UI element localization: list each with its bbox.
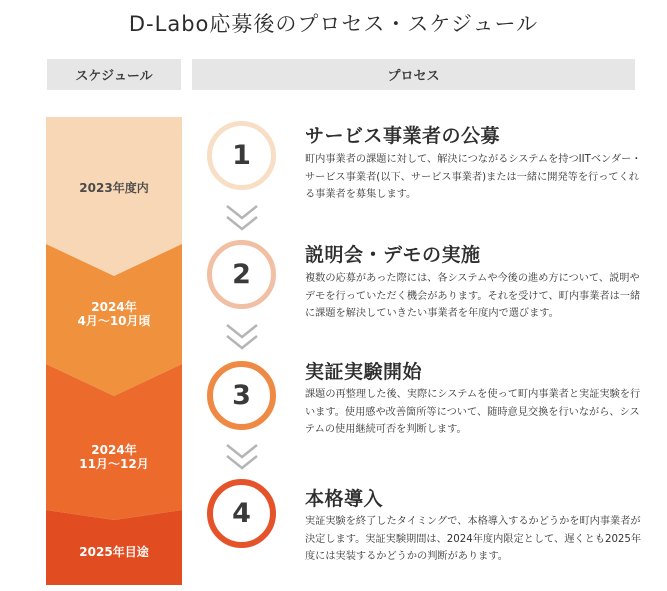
step-4-description: 実証実験を終了したタイミングで、本格導入するかどうかを町内事業者が決定します。実証実験期間は、2024年度内限定として、遅くとも2025年度には実装するかどうかの判断があります。 — [305, 516, 642, 562]
process-header: プロセス — [192, 59, 635, 90]
step-2-title: 説明会・デモの実施 — [305, 244, 481, 266]
step-3-description: 課題の再整理した後、実際にシステムを使って町内事業者と実証実験を行います。使用感や改善箇所等について、随時意見交換を行いながら、システムの使用継続可否を判断します。 — [305, 389, 641, 435]
schedule-band-2023 — [46, 117, 182, 276]
schedule-label-line: 11月～12月 — [79, 457, 149, 471]
schedule-label-line: 2024年 — [91, 300, 137, 314]
step-3-title: 実証実験開始 — [305, 361, 423, 383]
schedule-label-2024-nov-dec — [46, 443, 182, 471]
page-title: D-Labo応募後のプロセス・スケジュール — [128, 12, 539, 36]
schedule-label-2024-apr-oct — [46, 300, 182, 328]
step-1-description: 町内事業者の課題に対して、解決につながるシステムを持つIITベンダー・サービス事業者(以下、サービス事業者)または一緒に開発等を行ってくれる事業者を募集します。 — [305, 154, 642, 200]
schedule-label-2025: 2025年目途 — [79, 545, 149, 559]
chevron-down-icon — [223, 323, 261, 353]
step-1-title: サービス事業者の公募 — [305, 125, 501, 147]
schedule-label-2023: 2023年度内 — [79, 181, 149, 195]
step-1-number-circle: 1 — [207, 121, 276, 190]
step-3-number-circle: 3 — [207, 361, 276, 430]
step-4-title: 本格導入 — [305, 488, 384, 510]
chevron-down-icon — [223, 204, 261, 234]
step-4-number-circle: 4 — [207, 479, 276, 548]
step-2-description: 複数の応募があった際には、各システムや今後の進め方について、説明やデモを行っていただく機会があります。それを受けて、町内事業者は一緒に課題を解決していきたい事業者を年度内で選びます。 — [305, 273, 641, 319]
chevron-down-icon — [223, 443, 261, 473]
schedule-header: スケジュール — [47, 59, 181, 90]
schedule-label-line: 2024年 — [91, 443, 137, 457]
step-2-number-circle: 2 — [207, 240, 276, 309]
schedule-label-line: 4月～10月頃 — [77, 314, 151, 328]
